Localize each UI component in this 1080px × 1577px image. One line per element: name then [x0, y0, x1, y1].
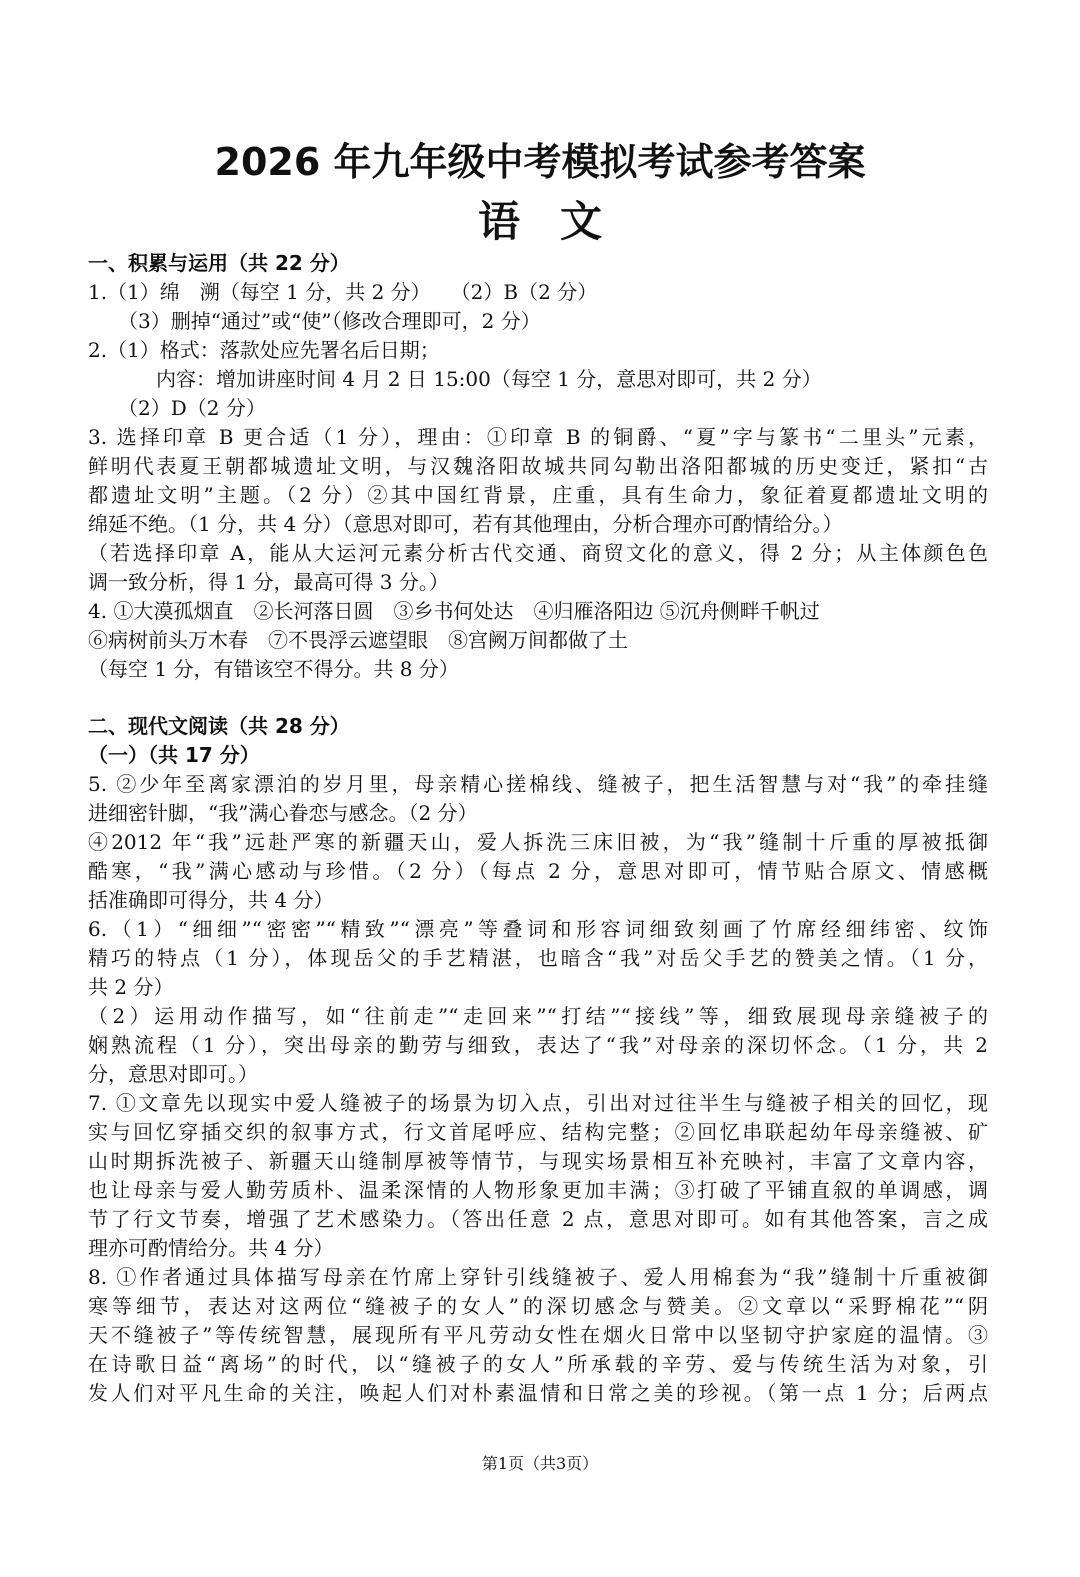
answer-line: 3. 选择印章 B 更合适（1 分），理由：①印章 B 的铜爵、“夏”字与篆书“二里头”元素，	[88, 425, 988, 449]
answer-line: 娴熟流程（1 分），突出母亲的勤劳与细致，表达了“我”对母亲的深切怀念。（1 分，共 2	[88, 1033, 988, 1057]
answer-line: 5. ②少年至离家漂泊的岁月里，母亲精心搓棉线、缝被子，把生活智慧与对“我”的牵挂缝	[88, 772, 988, 796]
answer-line: 实与回忆穿插交织的叙事方式，行文首尾呼应、结构完整；②回忆串联起幼年母亲缝被、矿	[88, 1120, 988, 1144]
answer-line: 绵延不绝。（1 分，共 4 分）（意思对即可，若有其他理由，分析合理亦可酌情给分。）	[88, 512, 843, 536]
answer-line: 也让母亲与爱人勤劳质朴、温柔深情的人物形象更加丰满；③打破了平铺直叙的单调感，调	[88, 1178, 988, 1202]
answer-line-q2-content: 内容：增加讲座时间 4 月 2 日 15:00（每空 1 分，意思对即可，共 2 分）	[156, 367, 822, 391]
section-heading-accumulation: 一、积累与运用（共 22 分）	[88, 251, 350, 275]
answer-line: （若选择印章 A，能从大运河元素分析古代交通、商贸文化的意义，得 2 分；从主体颜色色	[88, 541, 988, 565]
answer-line: 发人们对平凡生命的关注，唤起人们对朴素温情和日常之美的珍视。（第一点 1 分；后两点	[88, 1381, 988, 1405]
answer-line: 山时期拆洗被子、新疆天山缝制厚被等情节，与现实场景相互补充映衬，丰富了文章内容，	[88, 1149, 988, 1173]
answer-line: 鲜明代表夏王朝都城遗址文明，与汉魏洛阳故城共同勾勒出洛阳都城的历史变迁，紧扣“古	[88, 454, 988, 478]
answer-line: 分，意思对即可。）	[88, 1062, 258, 1086]
answer-line-q1-3: （3）删掉“通过”或“使”（修改合理即可，2 分）	[118, 309, 541, 333]
answer-line: 在诗歌日益“离场”的时代，以“缝被子的女人”所承载的辛劳、爱与传统生活为对象，引	[88, 1352, 988, 1376]
document-title: 2026 年九年级中考模拟考试参考答案	[214, 140, 866, 184]
section-heading-modern-reading: 二、现代文阅读（共 28 分）	[88, 714, 350, 738]
answer-line: 括准确即可得分，共 4 分）	[88, 888, 334, 912]
answer-line: 天不缝被子”等传统智慧，展现所有平凡劳动女性在烟火日常中以坚韧守护家庭的温情。③	[88, 1323, 988, 1347]
subject-heading: 语文	[477, 197, 642, 246]
answer-line: 共 2 分）	[88, 975, 174, 999]
answer-line-q2-1: 2.（1）格式：落款处应先署名后日期；	[88, 338, 440, 362]
answer-line: 进细密针脚，“我”满心眷恋与感念。（2 分）	[88, 801, 478, 825]
section-spacer	[88, 684, 988, 712]
answer-line: （2）运用动作描写，如“往前走”“走回来”“打结”“接线”等，细致展现母亲缝被子的	[88, 1004, 988, 1028]
answer-line: 节了行文节奏，增强了艺术感染力。（答出任意 2 点，意思对即可。如有其他答案，言之成	[88, 1207, 988, 1231]
answer-line-q1-1: 1.（1）绵 溯（每空 1 分，共 2 分） （2）B（2 分）	[88, 280, 598, 304]
answer-line: ④2012 年“我”远赴严寒的新疆天山，爱人拆洗三床旧被，为“我”缝制十斤重的厚被抵御	[88, 830, 988, 854]
answer-line: 都遗址文明”主题。（2 分）②其中国红背景，庄重，具有生命力，象征着夏都遗址文明的	[88, 483, 988, 507]
answer-line: 精巧的特点（1 分），体现岳父的手艺精湛，也暗含“我”对岳父手艺的赞美之情。（1 分，	[88, 946, 988, 970]
answer-line: 7. ①文章先以现实中爱人缝被子的场景为切入点，引出对过往半生与缝被子相关的回忆，现	[88, 1091, 988, 1115]
answer-line: 6.（1）“细细”“密密”“精致”“漂亮”等叠词和形容词细致刻画了竹席经细纬密、纹饰	[88, 917, 988, 941]
subsection-heading-part-1: （一）（共 17 分）	[88, 743, 260, 767]
answer-line: 调一致分析，得 1 分，最高可得 3 分。）	[88, 570, 449, 594]
answer-line: 寒等细节，表达对这两位“缝被子的女人”的深切感念与赞美。②文章以“采野棉花”“阴	[88, 1294, 988, 1318]
answer-line: （每空 1 分，有错该空不得分。共 8 分）	[88, 657, 459, 681]
answer-line: ⑥病树前头万木春 ⑦不畏浮云遮望眼 ⑧宫阙万间都做了土	[88, 628, 628, 652]
answer-line: 4. ①大漠孤烟直 ②长河落日圆 ③乡书何处达 ④归雁洛阳边 ⑤沉舟侧畔千帆过	[88, 599, 820, 623]
answer-line: 理亦可酌情给分。共 4 分）	[88, 1236, 334, 1260]
answer-line: 8. ①作者通过具体描写母亲在竹席上穿针引线缝被子、爱人用棉套为“我”缝制十斤重被御	[88, 1265, 988, 1289]
answer-content	[88, 249, 988, 1408]
answer-line: 酷寒，“我”满心感动与珍惜。（2 分）（每点 2 分，意思对即可，情节贴合原文、情感概	[88, 859, 988, 883]
answer-line-q2-2: （2）D（2 分）	[118, 396, 266, 420]
page-number: 第1页（共3页）	[481, 1454, 599, 1473]
